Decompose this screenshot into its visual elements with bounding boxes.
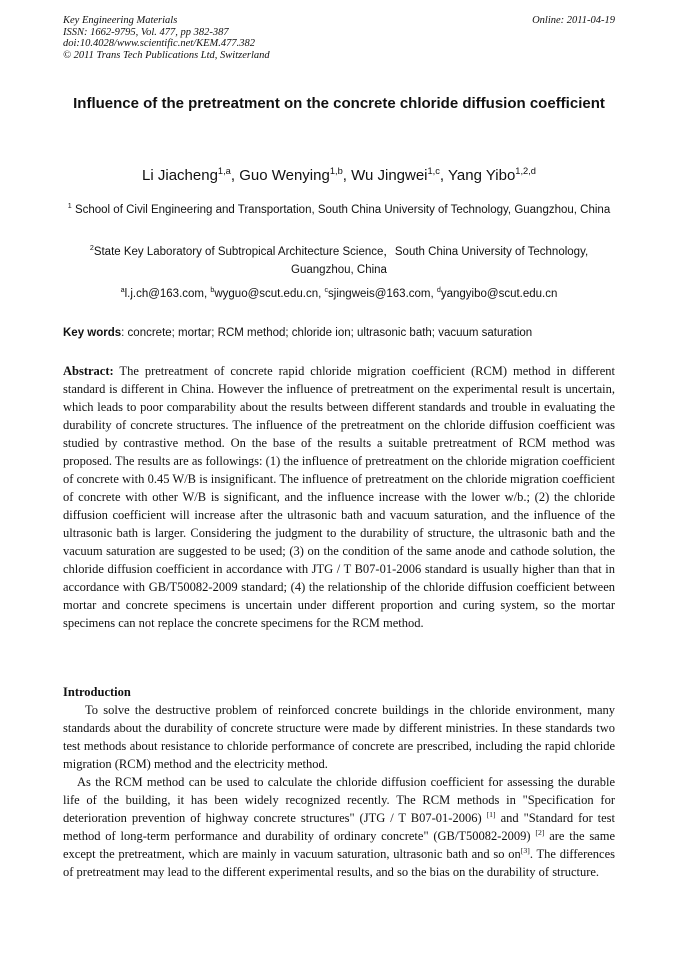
email-mark: d — [436, 286, 441, 295]
section-heading: Introduction — [63, 685, 131, 699]
author-name: Guo Wenying — [239, 167, 330, 184]
author-affiliation-mark: 1,b — [329, 166, 343, 176]
online-date: Online: 2011-04-19 — [532, 15, 615, 26]
author-name: Yang Yibo — [448, 167, 516, 184]
email-address[interactable]: l.j.ch@163.com — [124, 288, 204, 300]
affiliation — [63, 243, 615, 279]
email-mark: c — [324, 286, 329, 295]
keywords-text: : concrete; mortar; RCM method; chloride ion; ultrasonic bath; vacuum saturation — [121, 327, 533, 339]
email-mark: a — [120, 286, 125, 295]
citation-link[interactable]: [1] — [486, 809, 496, 819]
affiliation-text: School of Civil Engineering and Transportation, South China University of Technology, Guangzhou, China — [74, 204, 611, 216]
abstract — [63, 362, 615, 632]
keywords — [63, 324, 615, 342]
affiliation-text: State Key Laboratory of Subtropical Architecture Science，South China University of Technology, Guangzhou, China — [93, 246, 589, 276]
email-mark: b — [210, 286, 215, 295]
affiliation-mark: 2 — [89, 244, 94, 253]
citation-link[interactable]: [3] — [520, 845, 530, 855]
paragraph: To solve the destructive problem of reinforced concrete buildings in the chloride environment, many standards about the durability of concrete structure were made by different ministries. In these standards two test methods about resistance to chloride performance of concrete are prescribed, including the rapid chloride migration (RCM) method and the electricity method. — [63, 703, 615, 771]
author-affiliation-mark: 1,2,d — [515, 166, 536, 176]
email-address[interactable]: yangyibo@scut.edu.cn — [440, 288, 558, 300]
paragraph — [63, 773, 615, 881]
affiliation-mark: 1 — [67, 202, 72, 211]
issn-line: ISSN: 1662-9795, Vol. 477, pp 382-387 — [63, 26, 229, 38]
abstract-text: The pretreatment of concrete rapid chloride migration coefficient (RCM) method in different standard is different in China. However the influence of pretreatment on the experimental result is uncertain, which leads to poor comparability about the results between different standards and trouble in evaluating the durability of concrete structures. The influence of the pretreatment on the chloride diffusion coefficient was studied by contrastive method. On the base of the results a suitable pretreatment of RCM method was proposed. The results are as followings: (1) the influence of pretreatment on the chloride migration coefficient of concrete with 0.45 W/B is insignificant. The influence of pretreatment on the chloride migration coefficient of concrete with other W/B is significant, and the influence increase with the lower w/b.; (2) the chloride diffusion coefficient will increase after the ultrasonic bath and vacuum saturation, and the influence of the ultrasonic bath is larger. Considering the judgment to the durability of structure, the ultrasonic bath and the vacuum saturation are suggested to be used; (3) on the condition of the same anode and cathode solution, the chloride diffusion coefficient in accordance with JTG / T B07-01-2006 standard is usually higher than that in accordance with GB/T50082-2009 standard; (4) the relationship of the chloride diffusion coefficient between mortar and concrete specimens is uncertain under different proportion and curing system, so the mortar specimens can not replace the concrete specimens for the RCM method. — [63, 364, 615, 630]
paragraph-text: . The differences of pretreatment may lead to the different experimental results, and so the bias on the durability of structure. — [63, 847, 615, 879]
author-list: Li Jiacheng$^{1,a}$, Guo Wenying$^{1,b}$, Wu Jingwei$^{1,c}$, Yang Yibo$^{1,2,d}$ — [142, 166, 536, 184]
publication-info — [63, 15, 270, 61]
email-list: $^a$l.j.ch@163.com, $^b$wyguo@scut.edu.cn, $^c$sjingweis@163.com, $^d$yangyibo@scut.edu.cn — [120, 286, 558, 300]
email-address[interactable]: sjingweis@163.com — [328, 288, 431, 300]
citation-link[interactable]: [2] — [535, 827, 545, 837]
journal-name: Key Engineering Materials — [63, 15, 178, 26]
paragraph-text: are the same except the pretreatment, which are mainly in vacuum saturation, ultrasonic bath and so on — [63, 829, 616, 861]
author-affiliation-mark: 1,a — [217, 166, 231, 176]
paragraph-text: As the RCM method can be used to calculate the chloride diffusion coefficient for assessing the durable life of the building, it has been widely recognized recently. The RCM methods in "Specification for deterioration prevention of highway concrete structures" (JTG / T B07-01-2006) — [63, 775, 615, 825]
abstract-label: Abstract: — [63, 364, 114, 378]
paper-title: Influence of the pretreatment on the concrete chloride diffusion coefficient — [73, 95, 605, 112]
author-affiliation-mark: 1,c — [427, 166, 440, 176]
doi-line: doi:10.4028/www.scientific.net/KEM.477.382 — [63, 38, 255, 49]
paragraph-text: and "Standard for test method of long-term performance and durability of ordinary concrete" (GB/T50082-2009) — [63, 811, 615, 843]
email-address[interactable]: wyguo@scut.edu.cn — [214, 288, 319, 300]
copyright-line: © 2011 Trans Tech Publications Ltd, Switzerland — [63, 49, 270, 61]
author-name: Li Jiacheng — [142, 167, 218, 184]
author-name: Wu Jingwei — [351, 167, 428, 184]
affiliation — [63, 201, 615, 219]
keywords-label: Key words — [63, 327, 122, 339]
